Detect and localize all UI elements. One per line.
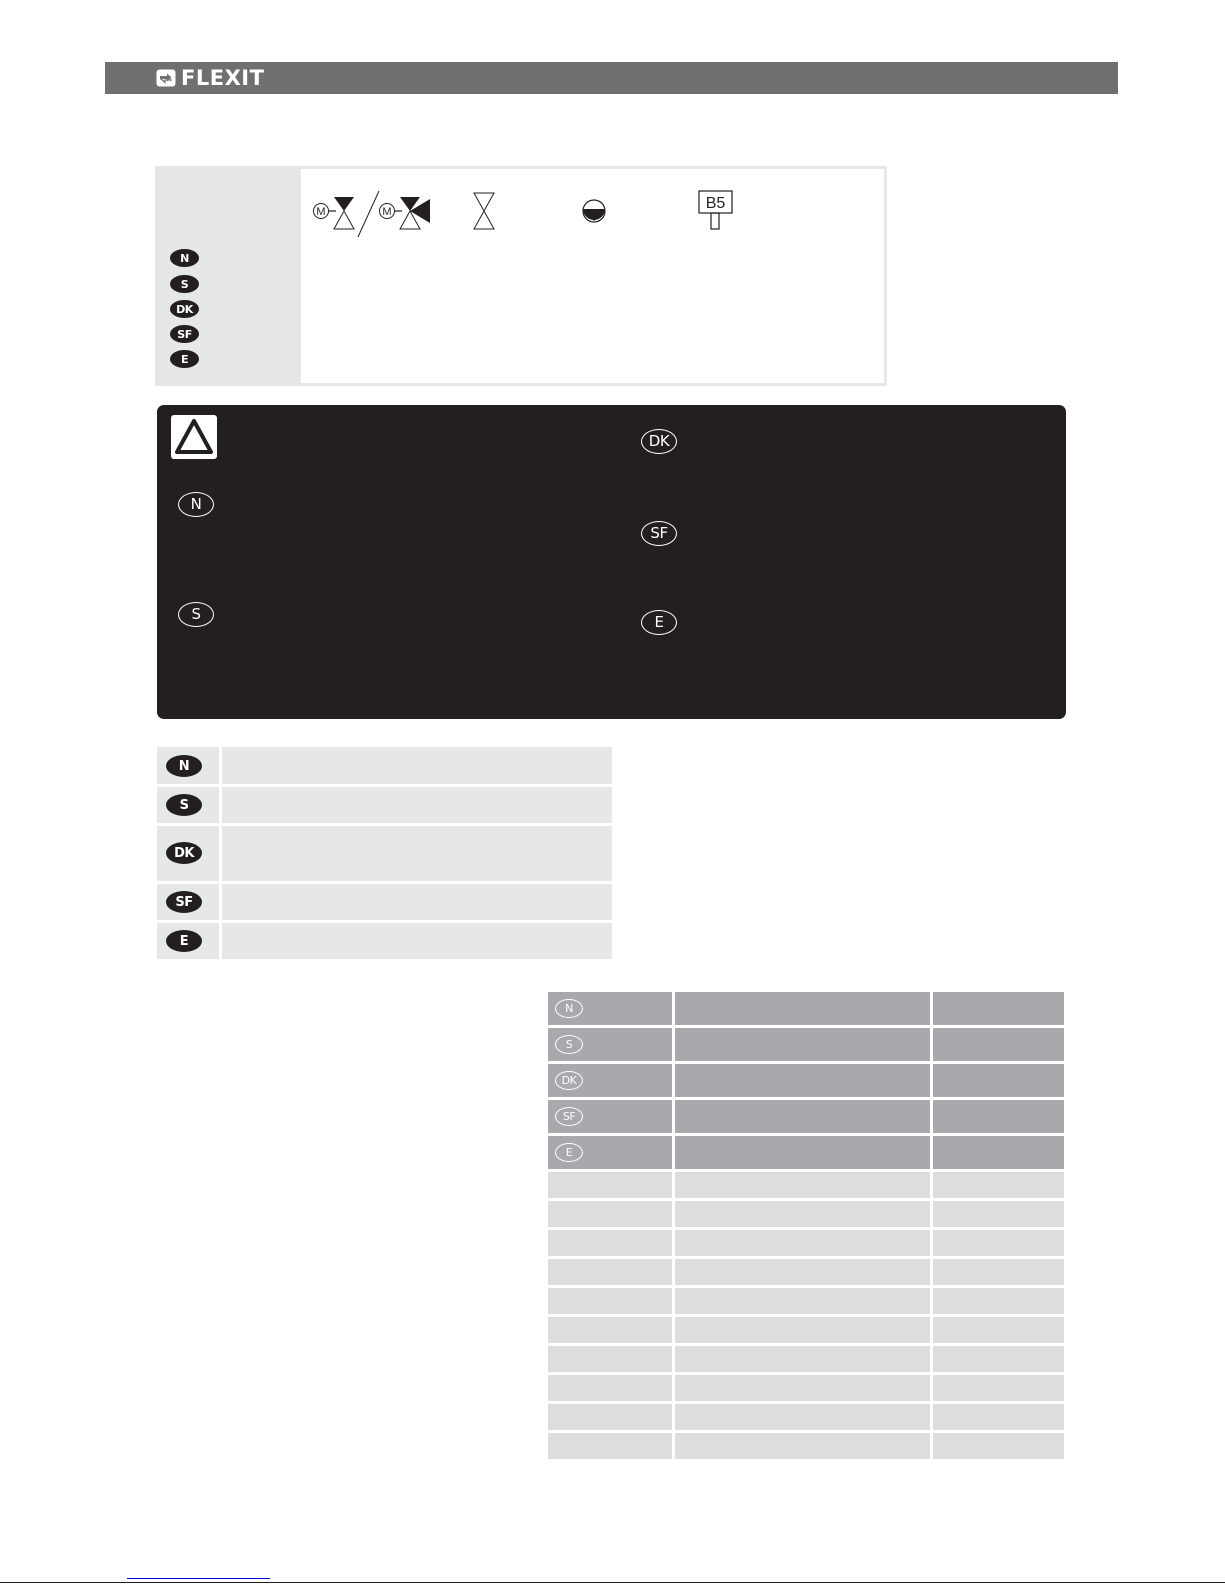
- language-text-cell: [219, 747, 612, 784]
- spec-header-cell: [675, 1100, 930, 1133]
- spec-header-cell: [548, 1100, 672, 1133]
- language-row-sf: [157, 884, 612, 920]
- lang-badge-dk: DK: [170, 300, 199, 318]
- lang-badge-n: N: [170, 249, 199, 267]
- spec-table: [548, 992, 1064, 1458]
- spec-body-cell: [675, 1259, 930, 1285]
- lang-badge-e: E: [170, 350, 199, 368]
- spec-body-cell: [933, 1346, 1064, 1372]
- footer-rule: [0, 1582, 1225, 1583]
- language-badge-cell: [157, 787, 216, 823]
- spec-header-row: [548, 1100, 1064, 1133]
- spec-header-row: [548, 1136, 1064, 1169]
- spec-header-cell: [675, 1136, 930, 1169]
- spec-lang-badge: N: [555, 999, 583, 1018]
- spec-body-cell: [675, 1433, 930, 1459]
- lang-badge-sf: SF: [166, 891, 202, 913]
- language-badge-cell: [157, 884, 216, 920]
- spec-body-row: [548, 1259, 1064, 1285]
- language-text-cell: [219, 884, 612, 920]
- spec-body-cell: [933, 1259, 1064, 1285]
- spec-body-cell: [933, 1172, 1064, 1198]
- spec-header-cell: [548, 1064, 672, 1097]
- language-text-cell: [219, 787, 612, 823]
- warning-panel: [157, 405, 1066, 719]
- spec-body-cell: [548, 1201, 672, 1227]
- language-badge-cell: [157, 747, 216, 784]
- spec-header-cell: [675, 992, 930, 1025]
- language-text-cell: [219, 826, 612, 881]
- spec-body-cell: [548, 1346, 672, 1372]
- warning-icon: [171, 415, 217, 459]
- pump-icon: [583, 200, 605, 222]
- spec-header-cell: [548, 992, 672, 1025]
- spec-body-cell: [675, 1317, 930, 1343]
- spec-header-cell: [675, 1064, 930, 1097]
- motorized-2way-valve-icon: [314, 197, 355, 229]
- spec-body-row: [548, 1375, 1064, 1401]
- spec-header-cell: [933, 1064, 1064, 1097]
- language-row-e: [157, 923, 612, 959]
- spec-body-cell: [933, 1375, 1064, 1401]
- spec-header-cell: [933, 992, 1064, 1025]
- symbols-drawing: [301, 169, 884, 383]
- valve-motor-label: M: [316, 206, 326, 218]
- warning-lang-e: E: [641, 610, 677, 635]
- language-text-cell: [219, 923, 612, 959]
- spec-body-cell: [548, 1259, 672, 1285]
- language-row-n: [157, 747, 612, 784]
- spec-body-row: [548, 1288, 1064, 1314]
- lang-badge-e: E: [166, 930, 202, 952]
- valve-motor-label: M: [382, 206, 392, 218]
- spec-lang-badge: S: [555, 1035, 583, 1054]
- spec-body-cell: [548, 1404, 672, 1430]
- spec-body-cell: [933, 1201, 1064, 1227]
- symbols-panel-canvas: [301, 169, 884, 383]
- spec-header-cell: [933, 1028, 1064, 1061]
- sensor-b5-icon: [699, 191, 732, 229]
- manual-valve-icon: [474, 193, 494, 229]
- spec-body-cell: [548, 1317, 672, 1343]
- spec-body-cell: [933, 1317, 1064, 1343]
- spec-body-cell: [548, 1172, 672, 1198]
- sensor-label: B5: [705, 195, 726, 212]
- flexit-logo: [156, 66, 264, 90]
- spec-header-row: [548, 992, 1064, 1025]
- spec-body-cell: [548, 1230, 672, 1256]
- language-badge-cell: [157, 923, 216, 959]
- spec-body-row: [548, 1230, 1064, 1256]
- spec-body-cell: [933, 1433, 1064, 1459]
- spec-header-row: [548, 1028, 1064, 1061]
- warning-lang-n: N: [178, 492, 214, 517]
- spec-header-row: [548, 1064, 1064, 1097]
- language-badge-cell: [157, 826, 216, 881]
- warning-lang-dk: DK: [641, 429, 677, 454]
- spec-header-cell: [548, 1028, 672, 1061]
- spec-body-cell: [933, 1288, 1064, 1314]
- spec-body-cell: [548, 1433, 672, 1459]
- spec-body-row: [548, 1404, 1064, 1430]
- spec-body-cell: [548, 1288, 672, 1314]
- motorized-3way-valve-icon: [380, 197, 431, 229]
- spec-body-cell: [675, 1172, 930, 1198]
- lang-badge-s: S: [166, 794, 202, 816]
- spec-body-cell: [675, 1230, 930, 1256]
- flexit-brand-text: FLEXIT: [181, 66, 265, 90]
- spec-body-row: [548, 1201, 1064, 1227]
- spec-body-cell: [933, 1230, 1064, 1256]
- spec-body-row: [548, 1317, 1064, 1343]
- spec-body-cell: [675, 1346, 930, 1372]
- spec-body-cell: [675, 1375, 930, 1401]
- spec-body-cell: [933, 1404, 1064, 1430]
- spec-lang-badge: E: [555, 1143, 583, 1162]
- flexit-logo-icon: [156, 69, 176, 87]
- spec-body-cell: [675, 1288, 930, 1314]
- warning-lang-sf: SF: [641, 521, 677, 546]
- language-table: [157, 747, 612, 959]
- lang-badge-s: S: [170, 275, 199, 293]
- spec-body-row: [548, 1346, 1064, 1372]
- spec-header-cell: [548, 1136, 672, 1169]
- spec-body-row: [548, 1172, 1064, 1198]
- spec-body-cell: [675, 1201, 930, 1227]
- spec-lang-badge: DK: [555, 1071, 583, 1090]
- lang-badge-dk: DK: [166, 842, 202, 864]
- spec-body-cell: [548, 1375, 672, 1401]
- language-row-s: [157, 787, 612, 823]
- lang-badge-sf: SF: [170, 325, 199, 343]
- spec-lang-badge: SF: [555, 1107, 583, 1126]
- spec-header-cell: [933, 1100, 1064, 1133]
- spec-body-cell: [675, 1404, 930, 1430]
- warning-lang-s: S: [178, 602, 214, 627]
- language-row-dk: [157, 826, 612, 881]
- spec-body-row: [548, 1433, 1064, 1459]
- lang-badge-n: N: [166, 755, 202, 777]
- spec-header-cell: [675, 1028, 930, 1061]
- footer-link-underline[interactable]: [127, 1578, 270, 1579]
- spec-header-cell: [933, 1136, 1064, 1169]
